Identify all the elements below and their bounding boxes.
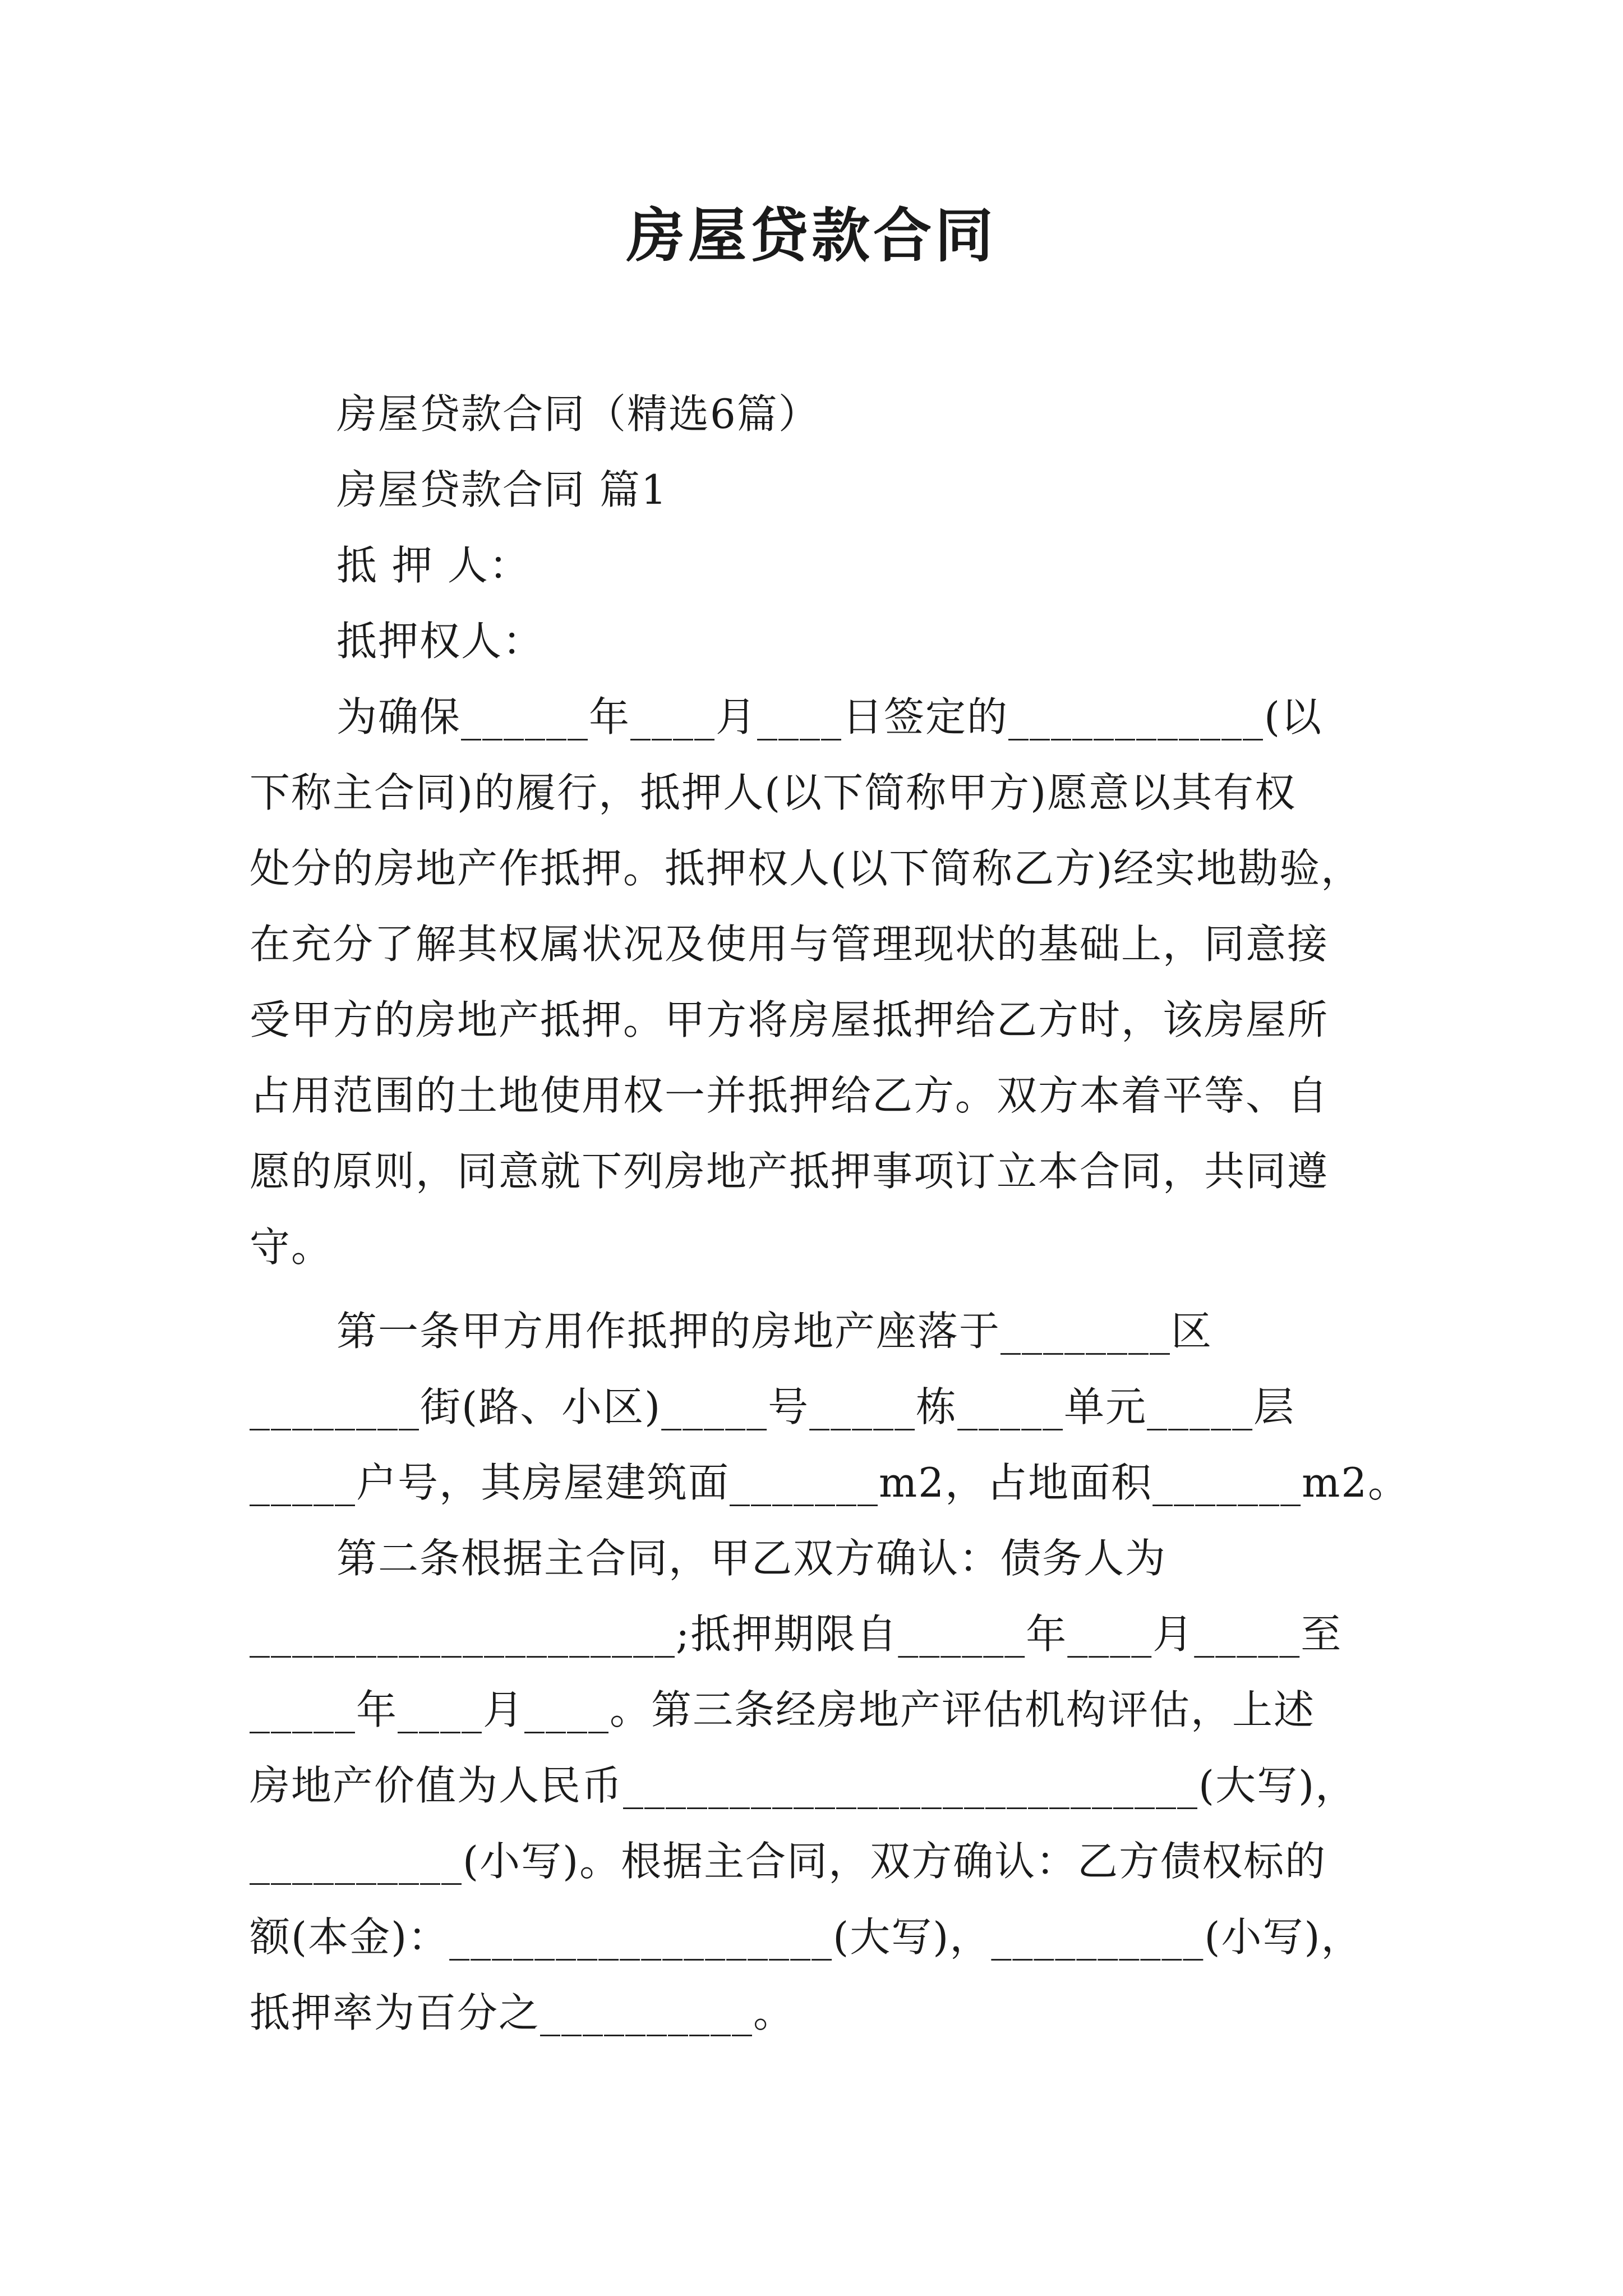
article-line: 第二条根据主合同，甲乙双方确认：债务人为 xyxy=(336,1535,1167,1582)
mortgagor-label: 抵 押 人： xyxy=(336,542,531,589)
mortgagee-label: 抵押权人： xyxy=(336,618,545,665)
article-line: 额(本金)：__________________(大写)，__________(小写)， xyxy=(250,1913,1363,1961)
paragraph-line: 受甲方的房地产抵押。甲方将房屋抵押给乙方时，该房屋所 xyxy=(250,996,1329,1043)
paragraph-line: 在充分了解其权属状况及使用与管理现状的基础上，同意接 xyxy=(250,921,1329,968)
section-heading: 房屋贷款合同 篇1 xyxy=(336,466,668,513)
document-title: 房屋贷款合同 xyxy=(626,201,997,270)
paragraph-line: 为确保______年____月____日签定的____________(以 xyxy=(336,693,1323,740)
paragraph-line: 处分的房地产作抵押。抵押权人(以下简称乙方)经实地勘验， xyxy=(250,845,1363,892)
article-line: _____户号，其房屋建筑面_______m2，占地面积_______m2。 xyxy=(250,1459,1410,1506)
article-line: __________(小写)。根据主合同，双方确认：乙方债权标的 xyxy=(250,1838,1327,1885)
article-line: ________街(路、小区)_____号_____栋_____单元_____层 xyxy=(250,1383,1295,1430)
article-line: 房地产价值为人民币___________________________(大写)， xyxy=(250,1762,1357,1809)
paragraph-line: 下称主合同)的履行，抵押人(以下简称甲方)愿意以其有权 xyxy=(250,769,1297,816)
article-line: 抵押率为百分之__________。 xyxy=(250,1989,795,2036)
subtitle-line: 房屋贷款合同（精选6篇） xyxy=(336,390,820,438)
paragraph-line: 守。 xyxy=(250,1223,333,1271)
article-line: 第一条甲方用作抵押的房地产座落于________区 xyxy=(336,1308,1213,1355)
article-line: ____________________;抵押期限自______年____月_____至 xyxy=(250,1611,1343,1658)
paragraph-line: 占用范围的土地使用权一并抵押给乙方。双方本着平等、自 xyxy=(250,1072,1329,1119)
paragraph-line: 愿的原则，同意就下列房地产抵押事项订立本合同，共同遵 xyxy=(250,1148,1329,1195)
article-line: _____年____月____。第三条经房地产评估机构评估，上述 xyxy=(250,1686,1316,1733)
